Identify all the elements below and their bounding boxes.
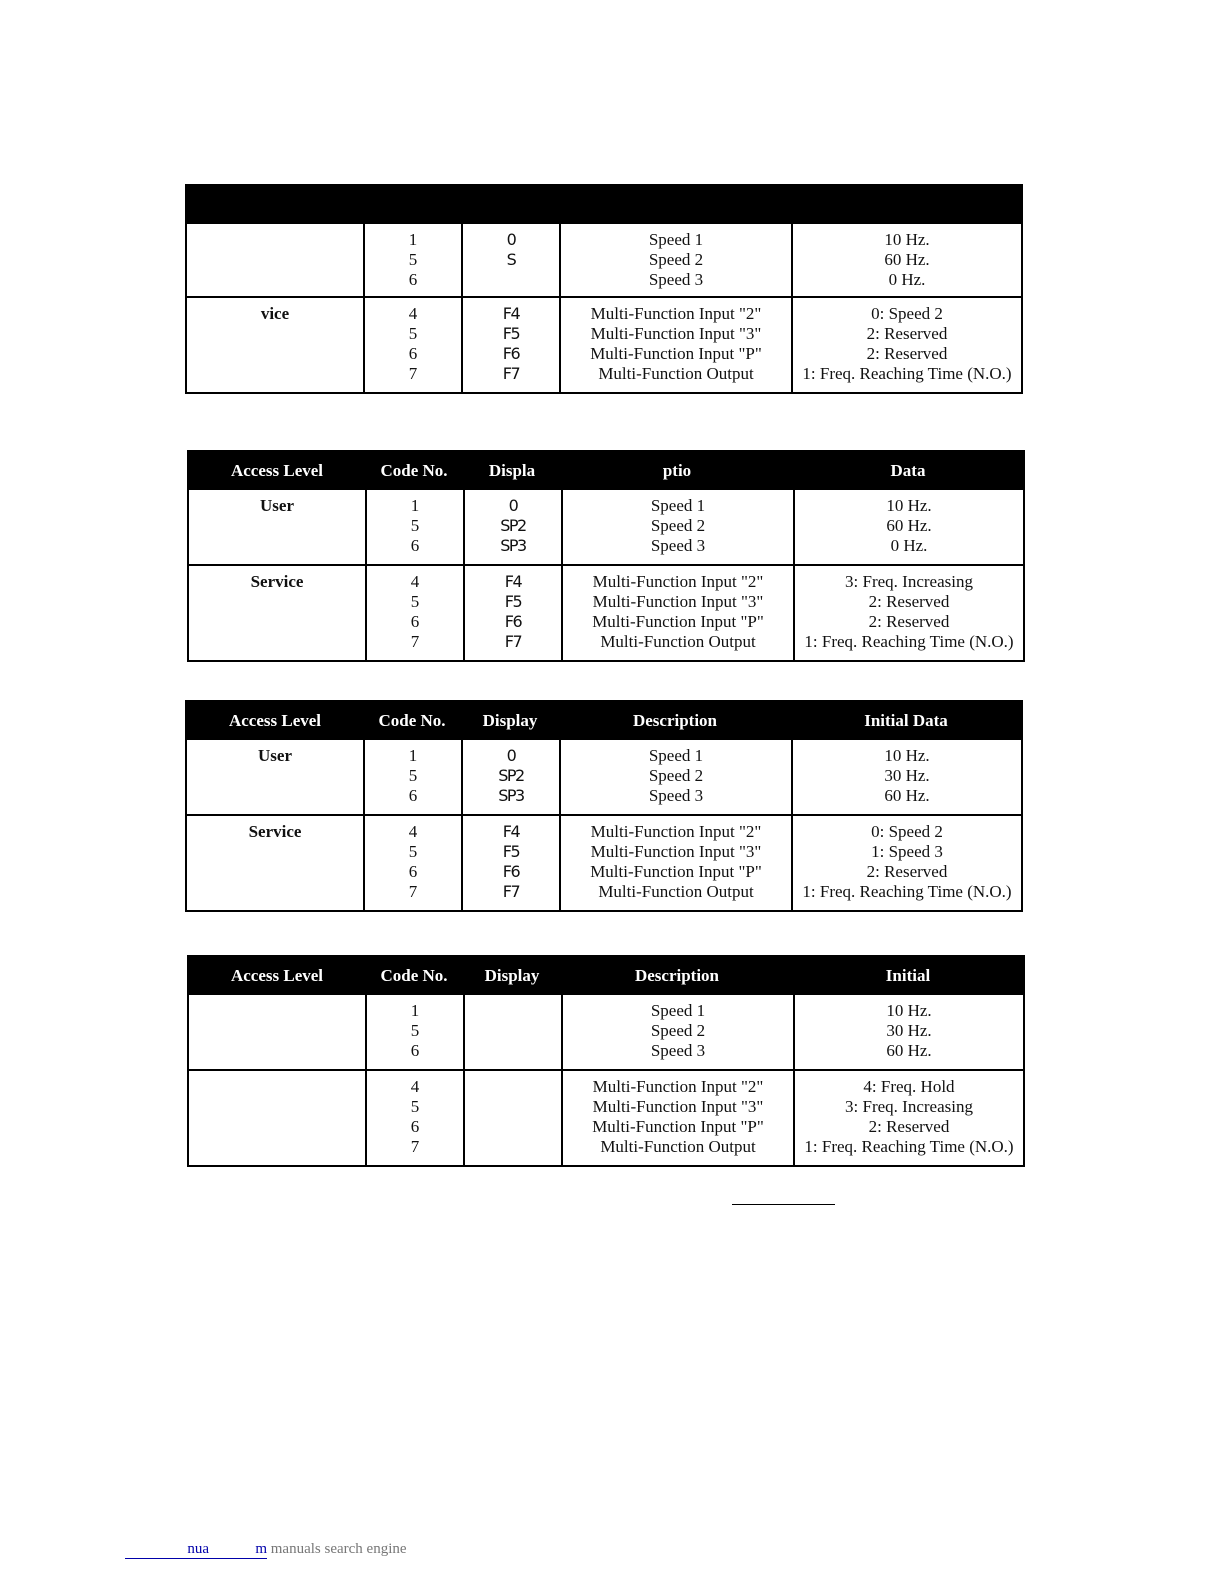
description-value: Multi-Function Input "2" [590, 304, 762, 323]
table-row-service [189, 564, 1023, 660]
data-value: 60 Hz. [884, 250, 930, 269]
header-access-level: Access Level [230, 461, 324, 480]
data-value: 1: Freq. Reaching Time (N.O.) [804, 1137, 1014, 1156]
display-value [467, 1117, 559, 1137]
header-access-level [187, 186, 363, 224]
header-display: Displa [488, 461, 536, 480]
description-value: Speed 1 [650, 1001, 706, 1020]
header-code-no: Code No. [380, 461, 448, 480]
data-value: 0 Hz. [888, 270, 926, 289]
display-value [467, 1041, 559, 1061]
display-value: SP2 [498, 766, 524, 785]
description-value: Multi-Function Input "2" [590, 822, 762, 841]
data-value: 1: Freq. Reaching Time (N.O.) [802, 882, 1012, 901]
description-value: Multi-Function Input "P" [592, 1117, 764, 1136]
footer-link[interactable] [209, 1541, 267, 1559]
data-value: 1: Speed 3 [871, 842, 943, 861]
table-row-service [189, 1069, 1023, 1165]
description-value: Speed 2 [648, 766, 704, 785]
code-cell [365, 995, 463, 1069]
code-value: 5 [408, 766, 418, 785]
data-value: 2: Reserved [866, 324, 948, 343]
description-value: Multi-Function Input "3" [590, 324, 762, 343]
description-cell [561, 1071, 793, 1165]
parameter-table-1 [185, 184, 1023, 394]
description-value: Multi-Function Output [600, 1137, 756, 1156]
header-description: Description [634, 966, 720, 985]
code-value: 5 [410, 592, 420, 611]
display-value: F4 [502, 304, 520, 323]
description-cell [559, 298, 791, 392]
header-display: Display [482, 711, 538, 730]
code-cell [365, 1071, 463, 1165]
header-access-level: Access Level [228, 711, 322, 730]
data-value: 3: Freq. Increasing [845, 572, 973, 591]
data-value: 0 Hz. [890, 536, 928, 555]
code-value: 7 [408, 364, 418, 383]
code-value: 1 [410, 1001, 420, 1020]
header-description [559, 186, 791, 224]
parameter-table-4 [187, 955, 1025, 1167]
access-level-cell: User [260, 496, 294, 515]
footer-tagline: manuals search engine [267, 1541, 407, 1557]
display-value: F5 [502, 324, 520, 343]
display-value: 0 [506, 746, 516, 765]
data-value: 0: Speed 2 [871, 822, 943, 841]
description-value: Speed 3 [650, 536, 706, 555]
description-value: Speed 2 [650, 1021, 706, 1040]
code-value: 6 [408, 862, 418, 881]
data-value: 3: Freq. Increasing [845, 1097, 973, 1116]
description-value: Speed 1 [648, 746, 704, 765]
table-header [189, 957, 1023, 995]
display-value: F7 [502, 882, 520, 901]
parameter-table-2 [187, 450, 1025, 662]
code-value: 7 [408, 882, 418, 901]
display-value: 0 [506, 230, 516, 249]
code-value: 6 [410, 536, 420, 555]
table-row-service [187, 814, 1021, 910]
description-value: Speed 3 [650, 1041, 706, 1060]
access-level-cell: Service [250, 572, 304, 591]
description-cell [559, 740, 791, 814]
display-value: S [506, 250, 516, 269]
code-cell [363, 298, 461, 392]
code-cell [363, 816, 461, 910]
description-cell [559, 816, 791, 910]
data-value: 10 Hz. [884, 746, 930, 765]
code-value: 4 [410, 1077, 420, 1096]
display-value: SP2 [500, 516, 526, 535]
table-header [187, 702, 1021, 740]
access-level-cell: vice [260, 304, 290, 323]
data-cell [793, 995, 1023, 1069]
display-cell [461, 298, 559, 392]
header-code-no [363, 186, 461, 224]
display-value: 0 [508, 496, 518, 515]
header-description: Description [632, 711, 718, 730]
code-cell [365, 566, 463, 660]
data-cell [791, 298, 1021, 392]
code-cell [363, 740, 461, 814]
data-value: 2: Reserved [866, 862, 948, 881]
header-description: ptio [662, 461, 692, 480]
data-value: 4: Freq. Hold [863, 1077, 955, 1096]
header-code-no: Code No. [380, 966, 448, 985]
footer-link-text-1: nua [187, 1541, 209, 1557]
code-value: 5 [408, 842, 418, 861]
display-value: F6 [504, 612, 522, 631]
data-value: 60 Hz. [884, 786, 930, 805]
description-value: Speed 1 [650, 496, 706, 515]
display-value [467, 1001, 559, 1021]
display-value: SP3 [500, 536, 526, 555]
table-row-service [187, 296, 1021, 392]
description-cell [561, 566, 793, 660]
table-row-user [189, 490, 1023, 564]
data-cell [793, 490, 1023, 564]
description-value: Multi-Function Output [598, 882, 754, 901]
code-value: 6 [410, 612, 420, 631]
description-value: Multi-Function Input "3" [592, 1097, 764, 1116]
description-value: Multi-Function Input "P" [590, 344, 762, 363]
description-value: Speed 2 [650, 516, 706, 535]
table-row-user [189, 995, 1023, 1069]
data-value: 10 Hz. [886, 1001, 932, 1020]
display-cell [463, 995, 561, 1069]
footer-watermark [125, 1541, 407, 1559]
display-value [467, 1077, 559, 1097]
data-value: 10 Hz. [886, 496, 932, 515]
display-value [465, 270, 557, 290]
header-access-level: Access Level [230, 966, 324, 985]
description-value: Multi-Function Output [598, 364, 754, 383]
display-value: F6 [502, 862, 520, 881]
data-value: 2: Reserved [868, 1117, 950, 1136]
display-cell [463, 1071, 561, 1165]
data-value: 60 Hz. [886, 1041, 932, 1060]
table-row-user [187, 224, 1021, 296]
table-header [187, 186, 1021, 224]
description-value: Speed 1 [648, 230, 704, 249]
code-value: 5 [408, 324, 418, 343]
code-value: 7 [410, 632, 420, 651]
code-value: 4 [410, 572, 420, 591]
header-display: Display [484, 966, 540, 985]
code-value: 4 [408, 304, 418, 323]
display-value: F7 [504, 632, 522, 651]
description-value: Multi-Function Output [600, 632, 756, 651]
display-cell [461, 224, 559, 296]
code-value: 7 [410, 1137, 420, 1156]
data-cell [793, 566, 1023, 660]
data-value: 30 Hz. [884, 766, 930, 785]
description-value: Multi-Function Input "3" [592, 592, 764, 611]
display-cell [461, 816, 559, 910]
description-cell [561, 995, 793, 1069]
display-value: F5 [504, 592, 522, 611]
data-cell [793, 1071, 1023, 1165]
header-initial-data: Initial [885, 966, 931, 985]
code-value: 6 [410, 1041, 420, 1060]
display-cell [461, 740, 559, 814]
data-cell [791, 740, 1021, 814]
data-value: 30 Hz. [886, 1021, 932, 1040]
code-cell [365, 490, 463, 564]
description-value: Speed 3 [648, 786, 704, 805]
header-code-no: Code No. [378, 711, 446, 730]
description-value: Multi-Function Input "3" [590, 842, 762, 861]
parameter-table-3 [185, 700, 1023, 912]
code-value: 6 [408, 270, 418, 289]
header-initial-data: Initial Data [864, 711, 948, 730]
data-value: 1: Freq. Reaching Time (N.O.) [802, 364, 1012, 383]
code-value: 5 [410, 516, 420, 535]
display-value [467, 1137, 559, 1157]
access-level-cell: User [258, 746, 292, 765]
code-value: 6 [410, 1117, 420, 1136]
table-header [189, 452, 1023, 490]
table-row-user [187, 740, 1021, 814]
footer-link-text-2: m [255, 1541, 267, 1557]
description-value: Multi-Function Input "2" [592, 1077, 764, 1096]
data-cell [791, 224, 1021, 296]
access-level-cell: Service [248, 822, 302, 841]
display-value [467, 1097, 559, 1117]
display-cell [463, 566, 561, 660]
display-value: F5 [502, 842, 520, 861]
underline-rule [732, 1204, 835, 1205]
code-value: 1 [408, 230, 418, 249]
description-value: Speed 3 [648, 270, 704, 289]
access-level-cell [187, 224, 363, 296]
access-level-cell [189, 1071, 365, 1165]
description-value: Multi-Function Input "P" [590, 862, 762, 881]
description-value: Speed 2 [648, 250, 704, 269]
code-value: 6 [408, 786, 418, 805]
code-cell [363, 224, 461, 296]
display-cell [463, 490, 561, 564]
code-value: 1 [410, 496, 420, 515]
code-value: 5 [410, 1021, 420, 1040]
data-value: 1: Freq. Reaching Time (N.O.) [804, 632, 1014, 651]
data-value: 0: Speed 2 [871, 304, 943, 323]
display-value [467, 1021, 559, 1041]
code-value: 5 [410, 1097, 420, 1116]
data-value: 2: Reserved [866, 344, 948, 363]
header-initial-data: Data [890, 461, 926, 480]
data-value: 60 Hz. [886, 516, 932, 535]
access-level-cell [189, 995, 365, 1069]
code-value: 1 [408, 746, 418, 765]
display-value: F7 [502, 364, 520, 383]
description-cell [561, 490, 793, 564]
display-value: F4 [504, 572, 522, 591]
description-value: Multi-Function Input "P" [592, 612, 764, 631]
display-value: F6 [502, 344, 520, 363]
description-cell [559, 224, 791, 296]
data-cell [791, 816, 1021, 910]
code-value: 6 [408, 344, 418, 363]
footer-link[interactable] [125, 1541, 209, 1559]
data-value: 2: Reserved [868, 612, 950, 631]
data-value: 2: Reserved [868, 592, 950, 611]
code-value: 4 [408, 822, 418, 841]
display-value: SP3 [498, 786, 524, 805]
code-value: 5 [408, 250, 418, 269]
description-value: Multi-Function Input "2" [592, 572, 764, 591]
data-value: 10 Hz. [884, 230, 930, 249]
display-value: F4 [502, 822, 520, 841]
header-display [461, 186, 559, 224]
header-initial-data [791, 186, 1021, 224]
